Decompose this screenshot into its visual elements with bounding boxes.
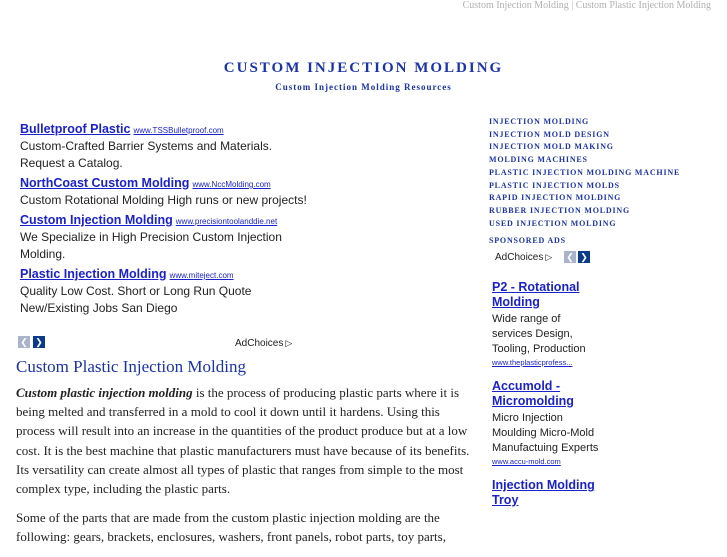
next-arrow-icon[interactable]: ❯: [33, 336, 45, 348]
right-ad-title-link[interactable]: Injection Molding Troy: [492, 478, 595, 507]
ad-item: [20, 211, 310, 263]
site-title[interactable]: CUSTOM INJECTION MOLDING: [223, 60, 504, 76]
prev-arrow-icon[interactable]: ❮: [18, 336, 30, 348]
right-ad-description: Micro Injection Moulding Micro-Mold Manufactuing Experts: [492, 412, 599, 454]
ad-title-link[interactable]: NorthCoast Custom Molding: [20, 176, 190, 190]
menu-item-injection-mold-making[interactable]: INJECTION MOLD MAKING: [489, 142, 614, 152]
ad-description: Quality Low Cost. Short or Long Run Quote New/Existing Jobs San Diego: [20, 284, 252, 315]
ad-url-link[interactable]: www.precisiontoolanddie.net: [175, 217, 278, 226]
adchoices-link[interactable]: [235, 338, 292, 349]
menu-item-molding-machines[interactable]: MOLDING MACHINES: [489, 155, 588, 165]
menu-item-plastic-injection-molding-machine[interactable]: PLASTIC INJECTION MOLDING MACHINE: [489, 167, 681, 177]
menu-item-used-injection-molding[interactable]: USED INJECTION MOLDING: [489, 218, 617, 228]
adchoices-icon: ▷: [285, 338, 293, 348]
article-body: [16, 383, 474, 557]
sponsored-ads-heading: SPONSORED ADS: [489, 236, 566, 245]
right-ad-item: [492, 478, 602, 508]
right-ad-title-link[interactable]: Accumold - Micromolding: [492, 379, 574, 408]
next-arrow-icon[interactable]: ❯: [578, 251, 590, 263]
menu-item-plastic-injection-molds[interactable]: PLASTIC INJECTION MOLDS: [489, 180, 620, 190]
article-emphasis: Custom plastic injection molding: [16, 385, 193, 400]
right-ad-item: [492, 379, 602, 466]
menu-item-injection-molding[interactable]: INJECTION MOLDING: [489, 117, 590, 126]
ad-item: [20, 174, 310, 209]
right-ad-title-link[interactable]: P2 - Rotational Molding: [492, 280, 580, 309]
ad-title-link[interactable]: Bulletproof Plastic: [20, 122, 131, 136]
ad-item: [20, 120, 310, 172]
ad-title-link[interactable]: Custom Injection Molding: [20, 213, 173, 227]
right-ad-item: [492, 280, 602, 367]
ad-block: [20, 120, 310, 319]
article-text: is the process of producing plastic parts where it is being melted and transferred in a mold to cool it down until it hardens. Using this process will result into an increase in the quantities of the product produce but at a low cost. It is the best machine that plastic manufacturers must have because of its benefits. Its versatility can create almost all types of plastic that ranges from simple to the most complex type, including the plastic parts.: [16, 385, 470, 497]
adchoices-link-right[interactable]: [495, 252, 552, 263]
right-ad-pager: [564, 251, 590, 263]
ad-description: We Specialize in High Precision Custom Injection Molding.: [20, 230, 282, 261]
article-paragraph: Some of the parts that are made from the custom plastic injection molding are the following: gears, brackets, enclosures, washers, front panels, robot parts, toy parts,: [16, 510, 446, 545]
adchoices-label: AdChoices: [235, 338, 284, 349]
right-ad-url-link[interactable]: www.accu-mold.com: [492, 457, 561, 466]
menu-item-injection-mold-design[interactable]: INJECTION MOLD DESIGN: [489, 129, 610, 139]
ad-url-link[interactable]: www.TSSBulletproof.com: [133, 126, 224, 135]
right-ad-block: [492, 280, 602, 520]
menu-item-rapid-injection-molding[interactable]: RAPID INJECTION MOLDING: [489, 193, 622, 203]
ad-description: Custom-Crafted Barrier Systems and Materials. Request a Catalog.: [20, 139, 273, 170]
menu-item-rubber-injection-molding[interactable]: RUBBER INJECTION MOLDING: [489, 205, 630, 215]
right-ad-url-link[interactable]: www.theplasticprofess...: [492, 358, 573, 367]
ad-item: [20, 265, 310, 317]
prev-arrow-icon[interactable]: ❮: [564, 251, 576, 263]
article-paragraph: [16, 383, 474, 498]
ad-url-link[interactable]: www.miteject.com: [169, 271, 234, 280]
top-breadcrumb: Custom Injection Molding | Custom Plastic Injection Molding: [462, 0, 711, 11]
right-nav-menu: [489, 116, 680, 230]
ad-title-link[interactable]: Plastic Injection Molding: [20, 267, 167, 281]
adchoices-icon: ▷: [545, 252, 553, 262]
ad-pager: [18, 336, 45, 348]
right-ad-description: Wide range of services Design, Tooling, Production: [492, 313, 586, 355]
adchoices-label: AdChoices: [495, 252, 544, 263]
ad-description: Custom Rotational Molding High runs or new projects!: [20, 193, 307, 207]
article-title: Custom Plastic Injection Molding: [16, 357, 246, 376]
site-subtitle: Custom Injection Molding Resources: [275, 82, 452, 92]
ad-url-link[interactable]: www.NccMolding.com: [192, 180, 271, 189]
